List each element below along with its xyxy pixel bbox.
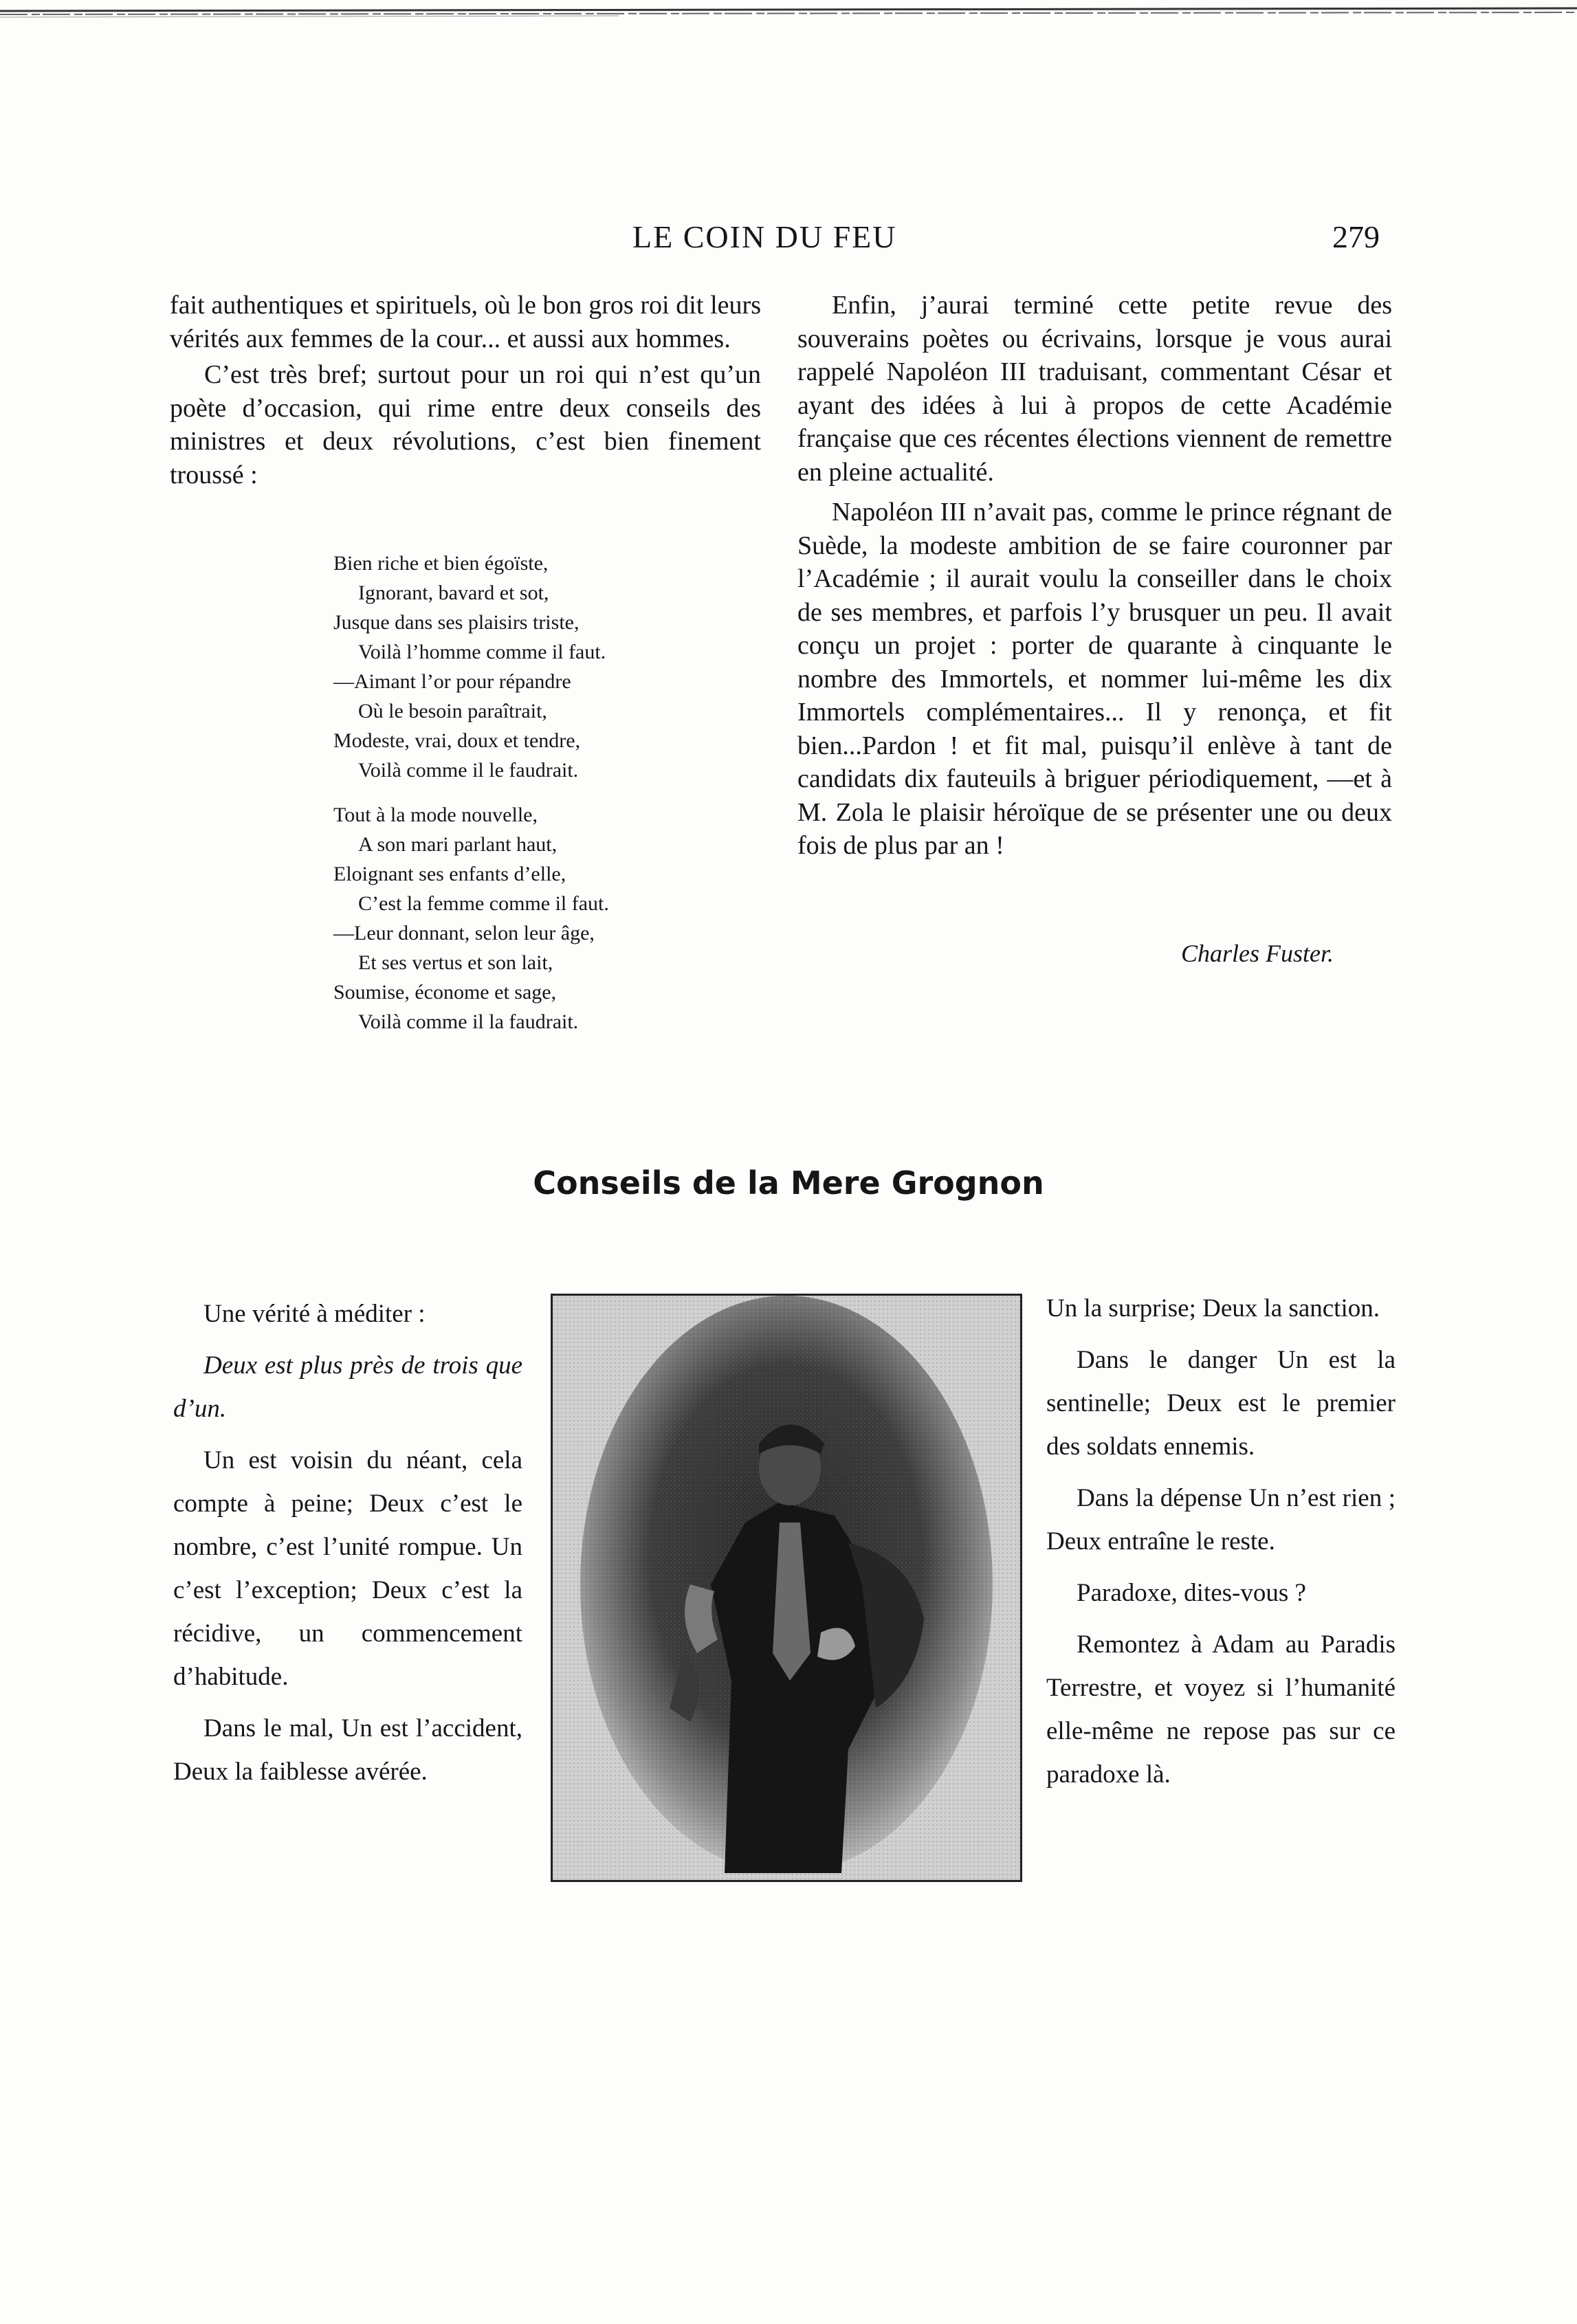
section-left-column [173,1292,522,1802]
poem-line: C’est la femme comme il faut. [358,892,609,915]
section-paragraph: Un est voisin du néant, cela compte à peine; Deux c’est le nombre, c’est l’unité rompue. Un c’est l’exception; Deux c’est la récidive, un commencement d’habitude. [173,1446,522,1691]
section-paragraph: Dans la dépense Un n’est rien ; Deux entraîne le reste. [1046,1484,1396,1556]
poem-line: A son mari parlant haut, [358,833,558,856]
section-paragraph: Remontez à Adam au Paradis Terrestre, et voyez si l’humanité elle-même ne repose pas sur ce paradoxe là. [1046,1630,1396,1789]
section-paragraph: Un la surprise; Deux la sanction. [1046,1294,1380,1323]
poem-line: Et ses vertus et son lait, [358,951,553,974]
poem-line: Soumise, économe et sage, [333,981,557,1004]
poem-line: Jusque dans ses plaisirs triste, [333,611,580,634]
poem-line: Modeste, vrai, doux et tendre, [333,729,581,752]
right-column [797,289,1392,865]
right-paragraph: Enfin, j’aurai terminé cette petite revue des souverains poètes ou écrivains, lorsque je vous aurai rappelé Napoléon III traduisant, commentant César et ayant des idées à lui à propos de cette Académie française que ces récentes élections viennent de remettre en pleine actualité. [797,291,1392,487]
author-signature: Charles Fuster. [1181,940,1334,967]
page-number: 279 [1332,219,1380,254]
section-paragraph: Dans le mal, Un est l’accident, Deux la faiblesse avérée. [173,1714,522,1786]
right-paragraph: Napoléon III n’avait pas, comme le prince régnant de Suède, la modeste ambition de se faire couronner par l’Académie ; il aurait voulu la conseiller dans le choix de ses membres, et parfois l’y brusquer un peu. Il avait conçu un projet : porter de quarante à cinquante le nombre des Immortels, et nommer lui-même les dix Immortels complémentaires... Il y renonça, et fit bien...Pardon ! et fit mal, puisqu’il enlève à tant de candidats dix fauteuils à briguer périodiquement, —et à M. Zola le plaisir héroïque de se présenter une ou deux fois de plus par an ! [797,498,1392,860]
poem-line: Bien riche et bien égoïste, [333,552,549,575]
poem-line: Voilà l’homme comme il faut. [358,641,606,663]
poem-stanza-2 [333,800,609,1037]
poem-line: Voilà comme il la faudrait. [358,1010,579,1033]
section-quote: Deux est plus près de trois que d’un. [173,1351,522,1423]
poem-line: Ignorant, bavard et sot, [358,582,549,604]
running-header-title: LE COIN DU FEU [632,219,897,254]
left-paragraph: C’est très bref; surtout pour un roi qui n’est qu’un poète d’occasion, qui rime entre deux conseils des ministres et deux révolutions, c’est bien finement troussé : [170,360,761,489]
left-column [170,289,761,494]
page-top-border [0,3,1577,19]
poem-line: Voilà comme il le faudrait. [358,759,579,782]
poem-line: Tout à la mode nouvelle, [333,804,538,826]
section-title: Conseils de la Mere Grognon [533,1164,1044,1202]
poem-line: Eloignant ses enfants d’elle, [333,863,566,885]
poem-stanza-1 [333,549,606,785]
illustration-mere-grognon [551,1294,1022,1882]
section-right-column [1046,1287,1396,1804]
left-paragraph: fait authentiques et spirituels, où le bon gros roi dit leurs vérités aux femmes de la cour... et aussi aux hommes. [170,291,761,353]
section-paragraph: Dans le danger Un est la sentinelle; Deux est le premier des soldats ennemis. [1046,1346,1396,1461]
section-intro: Une vérité à méditer : [203,1300,426,1328]
poem-line: —Aimant l’or pour répandre [333,670,571,693]
poem-line: Où le besoin paraîtrait, [358,700,547,722]
section-paragraph: Paradoxe, dites-vous ? [1077,1579,1306,1607]
poem-line: —Leur donnant, selon leur âge, [333,922,595,944]
